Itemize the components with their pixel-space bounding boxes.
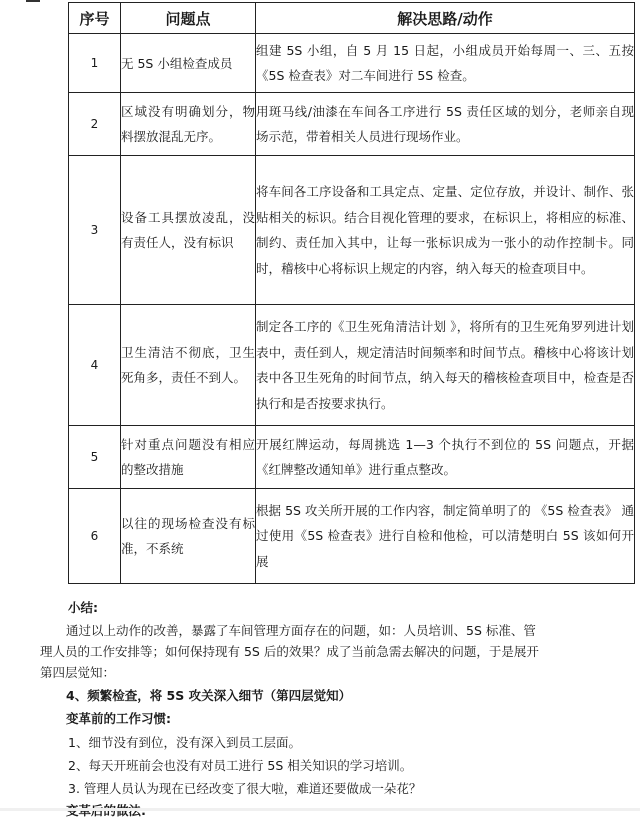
before-item: 3. 管理人员认为现在已经改变了很大啦，难道还要做成一朵花？ — [68, 781, 422, 796]
row-issue: 区域没有明确划分，物料摆放混乱无序。 — [121, 93, 256, 156]
row-solution: 将车间各工序设备和工具定点、定量、定位存放，并设计、制作、张贴相关的标识。结合目视化管理的要求，在标识上，将相应的标准、制约、责任加入其中，让每一张标识成为一张小的动作控制卡。同时，稽核中心将标识上规定的内容，纳入每天的检查项目中。 — [256, 156, 635, 305]
row-solution: 根据 5S 攻关所开展的工作内容，制定简单明了的 《5S 检查表》 通过使用《5S 检查表》进行自检和他检，可以清楚明白 5S 该如何开展 — [256, 489, 635, 584]
row-solution: 用斑马线/油漆在车间各工序进行 5S 责任区域的划分，老师亲自现场示范，带着相关人员进行现场作业。 — [256, 93, 635, 156]
section-title: 4、频繁检查，将 5S 攻关深入细节（第四层觉知） — [66, 688, 352, 703]
header-solution: 解决思路/动作 — [256, 3, 635, 34]
table-row — [69, 93, 635, 156]
row-solution: 制定各工序的《卫生死角清洁计划 》，将所有的卫生死角罗列进计划表中，责任到人，规定清洁时间频率和时间节点。稽核中心将该计划表中各卫生死角的时间节点，纳入每天的稽核检查项目中，检查是否执行和是否按要求执行。 — [256, 305, 635, 426]
table-row — [69, 34, 635, 93]
summary-heading: 小结: — [68, 600, 98, 615]
header-no: 序号 — [69, 3, 121, 34]
row-issue: 无 5S 小组检查成员 — [121, 34, 256, 93]
row-no: 4 — [69, 305, 121, 426]
summary-paragraph-line: 通过以上动作的改善，暴露了车间管理方面存在的问题，如：人员培训、5S 标准、管 — [66, 623, 536, 638]
table-row — [69, 156, 635, 305]
before-heading: 变革前的工作习惯: — [66, 711, 171, 726]
row-no: 5 — [69, 426, 121, 489]
problem-solution-table — [68, 2, 635, 584]
table-row — [69, 305, 635, 426]
row-issue: 以往的现场检查没有标准，不系统 — [121, 489, 256, 584]
summary-paragraph-line: 理人员的工作安排等；如何保持现有 5S 后的效果？成了当前急需去解决的问题，于是展开 — [40, 644, 539, 659]
row-no: 3 — [69, 156, 121, 305]
table-header-row — [69, 3, 635, 34]
row-issue: 卫生清洁不彻底，卫生死角多，责任不到人。 — [121, 305, 256, 426]
before-item: 2、每天开班前会也没有对员工进行 5S 相关知识的学习培训。 — [68, 758, 413, 773]
row-no: 2 — [69, 93, 121, 156]
row-issue: 针对重点问题没有相应的整改措施 — [121, 426, 256, 489]
before-item: 1、细节没有到位，没有深入到员工层面。 — [68, 735, 301, 750]
table-row — [69, 489, 635, 584]
row-issue: 设备工具摆放凌乱，没有责任人，没有标识 — [121, 156, 256, 305]
row-no: 6 — [69, 489, 121, 584]
page-corner-mark — [26, 0, 40, 2]
row-solution: 开展红牌运动，每周挑选 1—3 个执行不到位的 5S 问题点，开据《红牌整改通知单》进行重点整改。 — [256, 426, 635, 489]
row-solution: 组建 5S 小组，自 5 月 15 日起，小组成员开始每周一、三、五按《5S 检查表》对二车间进行 5S 检查。 — [256, 34, 635, 93]
summary-paragraph-line: 第四层觉知： — [40, 665, 116, 680]
row-no: 1 — [69, 34, 121, 93]
header-issue: 问题点 — [121, 3, 256, 34]
table-row — [69, 426, 635, 489]
